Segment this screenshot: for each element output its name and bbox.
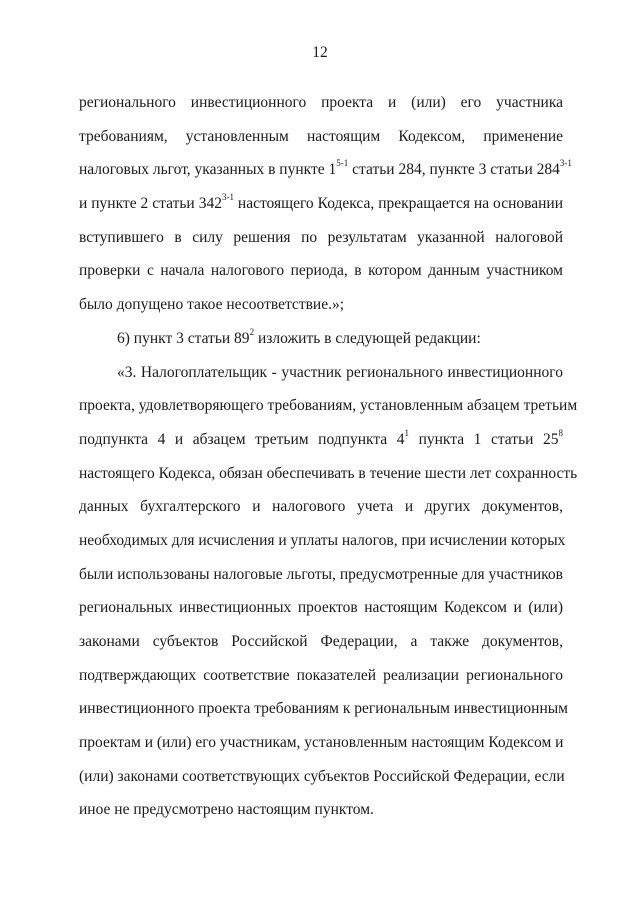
line-text: изложить в следующей редакции:: [254, 329, 481, 347]
line-text: подтверждающих соответствие показателей реализации регионального: [79, 666, 563, 684]
line-text: регионального инвестиционного проекта и (или) его участника: [79, 94, 563, 111]
line-text: проверки с начала налогового периода, в котором данным участником: [79, 262, 563, 280]
text-line: [79, 490, 563, 524]
line-text: подпункта 4 и абзацем третьим подпункта 4: [79, 430, 405, 448]
text-line: [79, 187, 563, 221]
line-text: проекта, удовлетворяющего требованиям, установленным абзацем третьим: [79, 397, 578, 415]
text-line: [79, 793, 563, 827]
body-text: [79, 86, 578, 827]
text-line: [79, 322, 563, 356]
text-line: [79, 86, 563, 120]
line-text: были использованы налоговые льготы, предусмотренные для участников: [79, 565, 563, 583]
line-text: и пункте 2 статьи 342: [79, 195, 222, 213]
text-line: [79, 457, 578, 491]
text-line: [79, 524, 566, 558]
line-text: настоящего Кодекса, прекращается на основании: [233, 195, 564, 213]
superscript: 8: [558, 427, 563, 438]
line-text: необходимых для исчисления и уплаты налогов, при исчислении которых: [79, 531, 566, 549]
text-line: [79, 659, 563, 693]
line-text: региональных инвестиционных проектов настоящим Кодексом и (или): [79, 599, 563, 617]
text-line: [79, 726, 563, 760]
line-text: пункта 1 статьи 25: [409, 430, 559, 448]
text-line: [79, 356, 563, 390]
superscript: 2: [249, 326, 255, 337]
superscript: 3-1: [221, 191, 234, 202]
line-text: данных бухгалтерского и налогового учета и других документов,: [79, 498, 563, 516]
text-line: [79, 558, 563, 592]
line-text: требованиям, установленным настоящим Кодексом, применение: [79, 127, 563, 145]
text-line: [79, 120, 563, 154]
text-line: [79, 760, 563, 794]
superscript: 3-1: [559, 158, 572, 169]
text-line: [79, 153, 572, 187]
line-text: 6) пункт 3 статьи 89: [117, 329, 250, 347]
line-text: «3. Налогоплательщик - участник регионального инвестиционного: [117, 363, 563, 381]
text-line: [79, 288, 563, 322]
superscript: 5-1: [336, 158, 349, 169]
line-text: вступившего в силу решения по результатам указанной налоговой: [79, 228, 563, 246]
text-line: [79, 423, 563, 457]
line-text: проектам и (или) его участникам, установленным настоящим Кодексом и: [79, 734, 564, 752]
text-line: [79, 625, 563, 659]
page-number: 12: [312, 44, 328, 61]
text-line: [79, 254, 563, 288]
line-text: было допущено такое несоответствие.»;: [79, 296, 345, 314]
line-text: законами субъектов Российской Федерации, а также документов,: [79, 633, 563, 650]
text-line: [79, 389, 578, 423]
line-text: статьи 284, пункте 3 статьи 284: [348, 161, 560, 179]
text-line: [79, 591, 563, 625]
superscript: 1: [404, 427, 409, 438]
line-text: настоящего Кодекса, обязан обеспечивать в течение шести лет сохранность: [79, 464, 578, 482]
text-line: [79, 692, 568, 726]
line-text: иное не предусмотрено настоящим пунктом.: [79, 801, 374, 819]
line-text: инвестиционного проекта требованиям к региональным инвестиционным: [79, 700, 568, 718]
line-text: налоговых льгот, указанных в пункте 1: [79, 161, 337, 179]
line-text: (или) законами соответствующих субъектов Российской Федерации, если: [79, 767, 565, 785]
text-line: [79, 221, 563, 255]
